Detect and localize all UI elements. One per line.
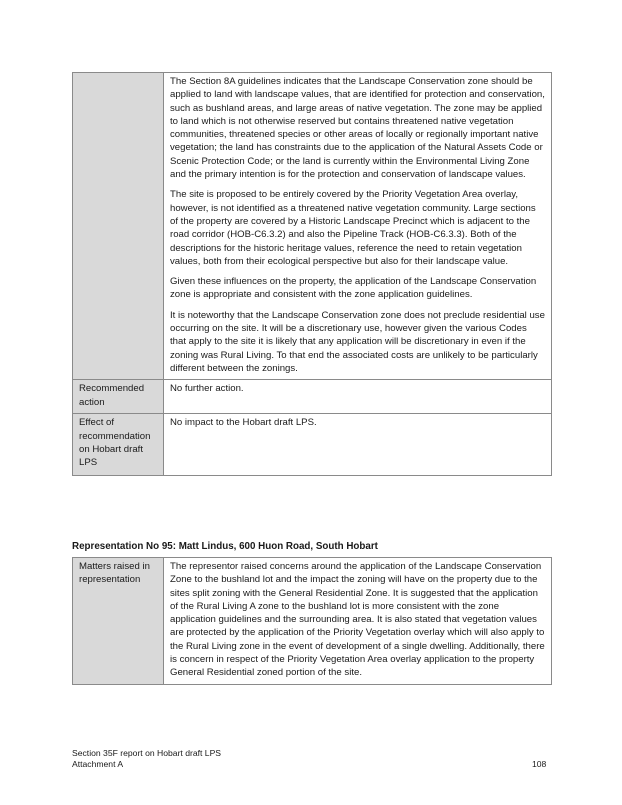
discussion-paragraph: It is noteworthy that the Landscape Conservation zone does not preclude residential use occurring on the site. It will be a discretionary use, however given the various Codes that apply to the site it is likely that any application will be discretionary in even if the zoning was Rural Living. To that end the associated costs are unlikely to be particularly different between the zonings. [170,309,545,374]
discussion-paragraph: The Section 8A guidelines indicates that the Landscape Conservation zone should be applied to land with landscape values, that are identified for protection and conservation, such as bushland areas, and large areas of native vegetation. The zone may be applied to land which is not otherwise reserved but contains threatened native vegetation communities, threatened species or other areas of locally or regionally important native vegetation; the land has constraints due to the application of the Natural Assets Code or Scenic Protection Code; or the land is currently within the Environmental Living Zone and the primary intention is for the protection and conservation of landscape values. [170,76,545,181]
matters-value: The representor raised concerns around the application of the Landscape Conservation Zone to the bushland lot and the impact the zoning will have on the property due to the sites split zoning with the General Residential Zone. It is suggested that the application of the Rural Living A zone to the bushland lot is more consistent with the zone application guidelines and the surrounding area. It is also stated that vegetation values are protected by the application of the Priority Vegetation overlay which will also apply to the Rural Living zone in the event of development of a single dwelling. Additionally, there is concern in respect of the Priority Vegetation Area overlay application to the property General Residential zoned portion of the site. [164,558,552,685]
page-number: 108 [532,759,547,769]
effect-label: Effect of recommendation on Hobart draft LPS [73,414,164,476]
recommended-action-value: No further action. [164,380,552,414]
footer [72,748,221,770]
footer-report-title: Section 35F report on Hobart draft LPS [72,748,222,758]
footer-attachment: Attachment A [72,759,124,769]
table-row [73,558,552,685]
table-row [73,414,552,476]
table-row [73,380,552,414]
discussion-paragraph: Given these influences on the property, the application of the Landscape Conservation zone is appropriate and consistent with the zone application guidelines. [170,276,537,301]
assessment-table [72,72,552,476]
effect-value: No impact to the Hobart draft LPS. [164,414,552,476]
matters-label: Matters raised in representation [73,558,164,685]
discussion-cell [164,73,552,380]
discussion-paragraph: The site is proposed to be entirely covered by the Priority Vegetation Area overlay, however, is not identified as a threatened native vegetation community. Large sections of the property are covered by a Historic Landscape Precinct which is adjacent to the road corridor (HOB-C6.3.2) and also the Pipeline Track (HOB-C6.3.3). Both of the descriptions for the historic heritage values, reference the need to retain vegetation values, both from their ecological perspective but also for their landscape value. [170,189,536,267]
table-row [73,73,552,380]
representation-table [72,557,552,685]
representation-heading: Representation No 95: Matt Lindus, 600 Huon Road, South Hobart [72,541,378,552]
label-cell-empty [73,73,164,380]
recommended-action-label: Recommended action [73,380,164,414]
